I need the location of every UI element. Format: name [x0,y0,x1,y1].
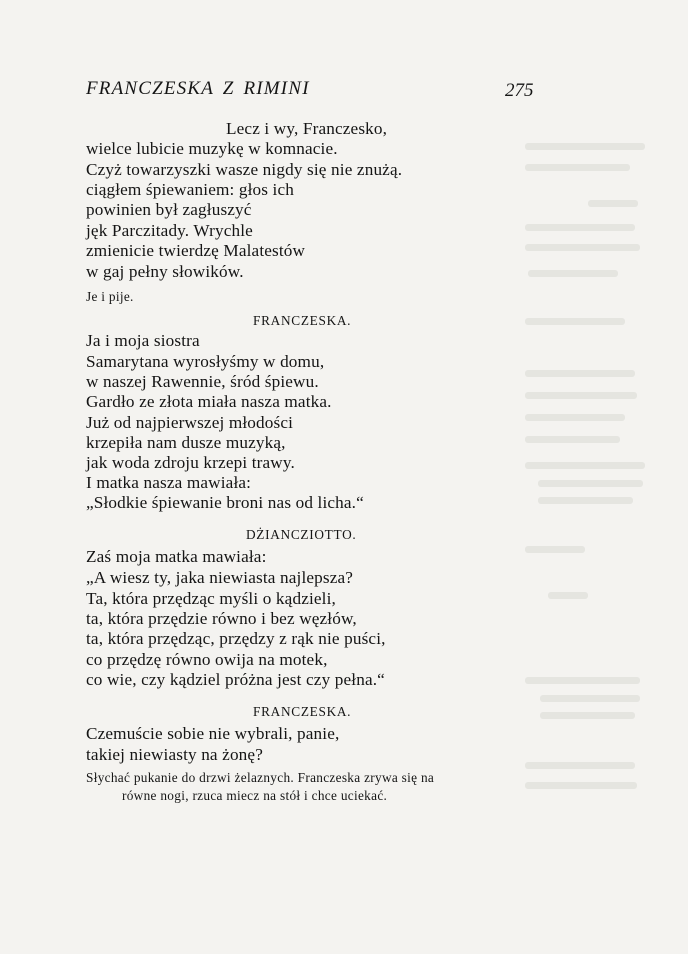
verse-line: Czemuście sobie nie wybrali, panie, [86,724,340,743]
verse-line: „Słodkie śpiewanie broni nas od licha.“ [86,493,364,512]
speaker-name: FRANCZESKA. [253,704,352,719]
verse-line: Samarytana wyrosłyśmy w domu, [86,352,325,371]
verse-line: Zaś moja matka mawiała: [86,547,267,566]
verse-line: wielce lubicie muzykę w komnacie. [86,139,338,158]
verse-line: jęk Parczitady. Wrychle [86,221,253,240]
verse-line: I matka nasza mawiała: [86,473,252,492]
verse-line: zmienicie twierdzę Malatestów [86,241,306,260]
verse-line: jak woda zdroju krzepi trawy. [86,453,295,472]
verse-line: Gardło ze złota miała nasza matka. [86,392,332,411]
verse-line: co wie, czy kądziel próżna jest czy pełna.“ [86,670,385,689]
verse-line: Lecz i wy, Franczesko, [226,119,388,138]
verse-line: ta, która przędząc, przędzy z rąk nie puści, [86,629,386,648]
verse-line: co przędzę równo owija na motek, [86,650,328,669]
verse-line: Ja i moja siostra [86,331,200,350]
verse-line: powinien był zagłuszyć [86,200,252,219]
verse-line: ta, która przędzie równo i bez węzłów, [86,609,357,628]
verse-line: ciągłem śpiewaniem: głos ich [86,180,295,199]
verse-line: krzepiła nam dusze muzyką, [86,433,286,452]
verse-line: Ta, która przędząc myśli o kądzieli, [86,589,336,608]
verse-line: w naszej Rawennie, śród śpiewu. [86,372,319,391]
verse-line: takiej niewiasty na żonę? [86,745,263,764]
stage-direction: Je i pije. [86,289,134,304]
verse-line: w gaj pełny słowików. [86,262,244,281]
verse-line: Już od najpierwszej młodości [86,413,294,432]
running-title: FRANCZESKA Z RIMINI [86,78,310,99]
stage-direction: Słychać pukanie do drzwi żelaznych. Franczeska zrywa się na [86,770,435,785]
speaker-name: FRANCZESKA. [253,313,352,328]
page-number: 275 [505,80,534,101]
verse-line: Czyż towarzyszki wasze nigdy się nie znużą. [86,160,403,179]
stage-direction: równe nogi, rzuca miecz na stół i chce uciekać. [122,788,388,803]
verse-line: „A wiesz ty, jaka niewiasta najlepsza? [86,568,354,587]
speaker-name: DŻIANCZIOTTO. [246,527,357,542]
